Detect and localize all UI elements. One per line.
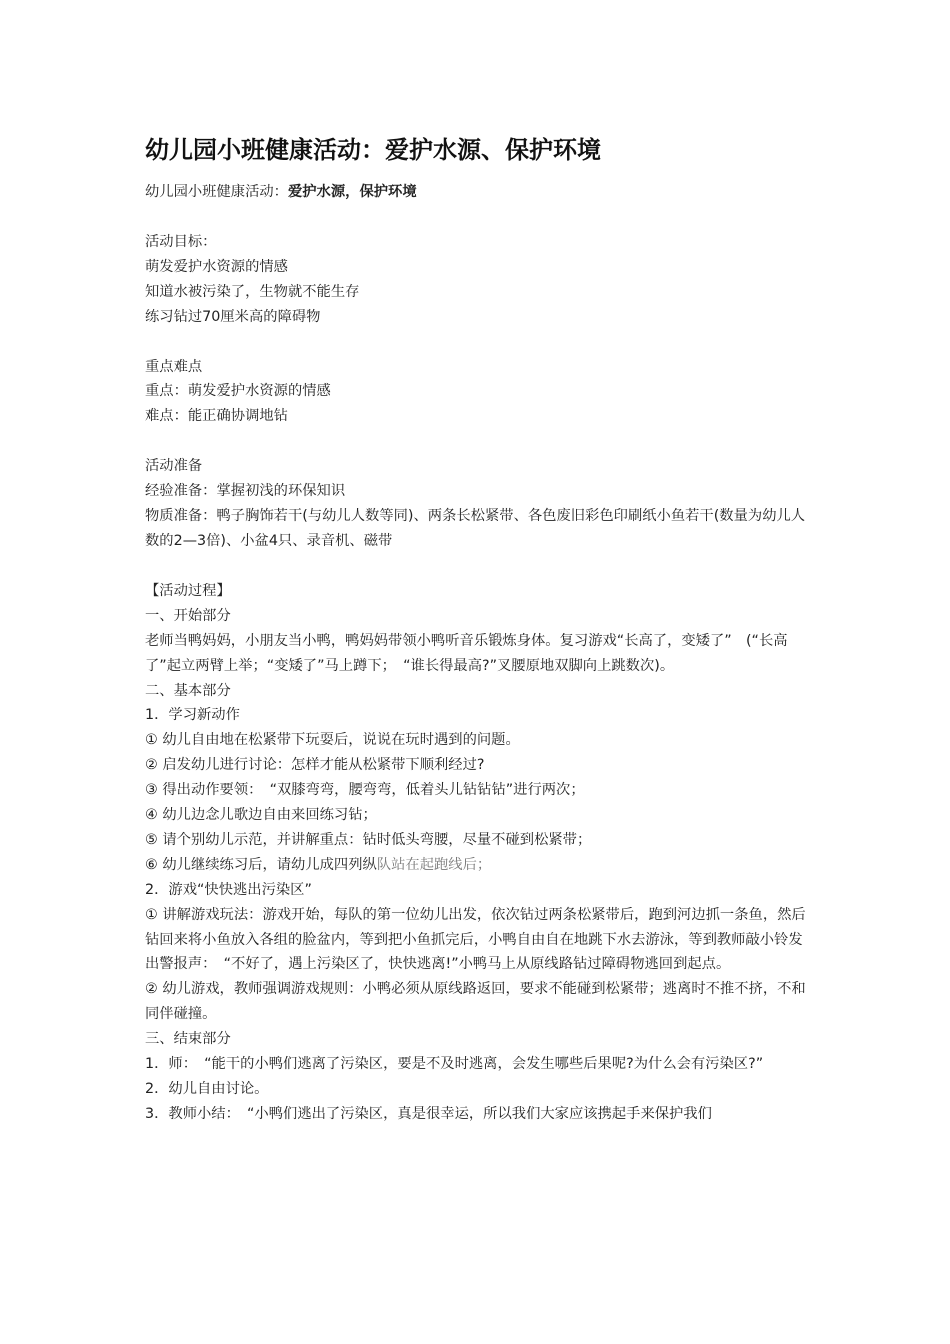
subtitle-prefix: 幼儿园小班健康活动： (145, 184, 288, 200)
goal-item: 练习钻过70厘米高的障碍物 (145, 308, 321, 325)
learn-heading: 1．学习新动作 (145, 707, 240, 724)
key-difficulty: 难点：能正确协调地钻 (145, 408, 288, 425)
part3-heading: 三、结束部分 (145, 1031, 231, 1048)
key-heading: 重点难点 (145, 358, 203, 375)
learn-step6-faint: 队站在起跑线后； (376, 856, 492, 873)
document-title: 幼儿园小班健康活动：爱护水源、保护环境 (145, 136, 601, 164)
game-heading: 2．游戏“快快逃出污染区” (145, 881, 312, 898)
end-step: 3．教师小结： “小鸭们逃出了污染区，真是很幸运，所以我们大家应该携起手来保护我们 (145, 1105, 712, 1122)
learn-step (145, 853, 810, 878)
game-step: ② 幼儿游戏，教师强调游戏规则：小鸭必须从原线路返回，要求不能碰到松紧带；逃离时不推不挤，不和同伴碰撞。 (145, 981, 806, 1023)
process-heading: 【活动过程】 (145, 582, 231, 599)
learn-step: ③ 得出动作要领： “双膝弯弯，腰弯弯，低着头儿钻钻钻”进行两次； (145, 782, 585, 799)
part1-text: 老师当鸭妈妈，小朋友当小鸭，鸭妈妈带领小鸭听音乐锻炼身体。复习游戏“长高了，变矮了” (“长高了”起立两臂上举；“变矮了”马上蹲下； “谁长得最高?”叉腰原地双脚向上跳数次)。 (145, 632, 788, 674)
subtitle-bold: 爱护水源，保护环境 (287, 184, 417, 200)
goal-item: 萌发爱护水资源的情感 (145, 258, 288, 275)
key-focus: 重点：萌发爱护水资源的情感 (145, 383, 331, 400)
learn-step: ④ 幼儿边念儿歌边自由来回练习钻； (145, 807, 377, 824)
prep-materials: 物质准备：鸭子胸饰若干(与幼儿人数等同)、两条长松紧带、各色废旧彩色印刷纸小鱼若干(数量为幼儿人数的2—3倍)、小盆4只、录音机、磁带 (145, 508, 806, 549)
goals-heading: 活动目标： (145, 233, 217, 250)
learn-step: ⑤ 请个别幼儿示范，并讲解重点：钻时低头弯腰，尽量不碰到松紧带； (145, 831, 592, 848)
learn-step6-main: ⑥ 幼儿继续练习后，请幼儿成四列纵 (145, 856, 377, 873)
game-step: ① 讲解游戏玩法：游戏开始，每队的第一位幼儿出发，依次钻过两条松紧带后，跑到河边抓一条鱼，然后钻回来将小鱼放入各组的脸盆内，等到把小鱼抓完后，小鸭自由自在地跳下水去游泳，等到教师敲小铃发出警报声： “不好了，遇上污染区了，快快逃离!”小鸭马上从原线路钻过障碍物逃回到起点。 (145, 906, 806, 973)
end-step: 2．幼儿自由讨论。 (145, 1081, 269, 1097)
learn-step: ① 幼儿自由地在松紧带下玩耍后，说说在玩时遇到的问题。 (145, 732, 520, 749)
learn-step: ② 启发幼儿进行讨论：怎样才能从松紧带下顺利经过? (145, 757, 485, 774)
prep-experience: 经验准备：掌握初浅的环保知识 (145, 483, 346, 500)
goal-item: 知道水被污染了，生物就不能生存 (145, 283, 360, 300)
prep-heading: 活动准备 (145, 458, 203, 475)
part2-heading: 二、基本部分 (145, 682, 231, 699)
subtitle (145, 180, 810, 205)
part1-heading: 一、开始部分 (145, 607, 231, 624)
end-step: 1．师： “能干的小鸭们逃离了污染区，要是不及时逃离，会发生哪些后果呢?为什么会有污染区?” (145, 1056, 764, 1073)
document-body (145, 126, 810, 1127)
